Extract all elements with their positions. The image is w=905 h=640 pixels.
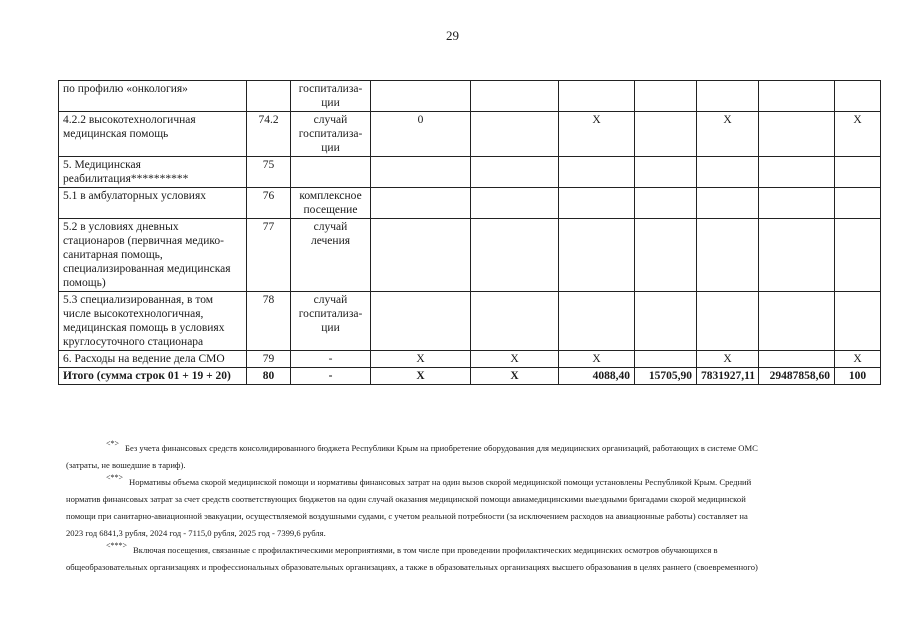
row-code-cell: 79 <box>247 351 291 368</box>
value-cell <box>697 81 759 112</box>
value-cell <box>835 292 881 351</box>
row-unit-cell: - <box>291 368 371 385</box>
note-3-line-1: Включая посещения, связанные с профилактическими мероприятиями, в том числе при проведении профилактических медицинских осмотров обучающихся в <box>133 545 718 555</box>
value-cell: 7831927,11 <box>697 368 759 385</box>
value-cell <box>635 292 697 351</box>
value-cell <box>635 188 697 219</box>
value-cell <box>835 157 881 188</box>
value-cell: X <box>471 368 559 385</box>
row-name-cell: 5.2 в условиях дневных стационаров (первичная медико-санитарная помощь, специализированная медицинская помощь) <box>59 219 247 292</box>
value-cell <box>471 292 559 351</box>
row-name-cell: 6. Расходы на ведение дела СМО <box>59 351 247 368</box>
value-cell <box>559 219 635 292</box>
value-cell <box>471 157 559 188</box>
value-cell: X <box>371 351 471 368</box>
value-cell <box>371 219 471 292</box>
table-body <box>59 81 881 385</box>
row-code-cell: 77 <box>247 219 291 292</box>
table-row <box>59 157 881 188</box>
row-name-cell: по профилю «онкология» <box>59 81 247 112</box>
value-cell: X <box>697 351 759 368</box>
value-cell: 29487858,60 <box>759 368 835 385</box>
table-row <box>59 292 881 351</box>
note-1-line-1: Без учета финансовых средств консолидированного бюджета Республики Крым на приобретение оборудования для медицинских организаций, работающих в системе ОМС <box>125 443 758 453</box>
note-2-line-4: 2023 год 6841,3 рубля, 2024 год - 7115,0 рубля, 2025 год - 7399,6 рубля. <box>66 528 326 538</box>
table-row <box>59 219 881 292</box>
value-cell <box>697 188 759 219</box>
footnotes <box>66 440 850 576</box>
value-cell <box>635 219 697 292</box>
value-cell: X <box>559 351 635 368</box>
note-1-mark: <*> <box>106 439 120 448</box>
value-cell <box>635 157 697 188</box>
row-name-cell: 5.3 специализированная, в том числе высокотехнологичная, медицинская помощь в условиях круглосуточного стационара <box>59 292 247 351</box>
table-row <box>59 351 881 368</box>
value-cell: X <box>371 368 471 385</box>
value-cell <box>759 292 835 351</box>
value-cell: X <box>835 351 881 368</box>
value-cell <box>471 219 559 292</box>
value-cell <box>759 219 835 292</box>
row-code-cell: 75 <box>247 157 291 188</box>
row-unit-cell <box>291 157 371 188</box>
note-1-line-2: (затраты, не вошедшие в тариф). <box>66 460 186 470</box>
table-row <box>59 112 881 157</box>
note-2-line-3: помощи при санитарно-авиационной эвакуации, осуществляемой воздушными судами, с учетом реальной потребности (за исключением расходов на авиационные работы) составляет на <box>66 511 748 521</box>
note-2-line-1: Нормативы объема скорой медицинской помощи и нормативы финансовых затрат на один вызов скорой медицинской помощи установлены Республикой Крым. Средний <box>129 477 752 487</box>
value-cell <box>835 188 881 219</box>
value-cell: X <box>835 112 881 157</box>
note-2-mark: <**> <box>106 473 124 482</box>
value-cell <box>559 292 635 351</box>
row-unit-cell: комплексное посещение <box>291 188 371 219</box>
note-3-mark: <***> <box>106 541 128 550</box>
row-unit-cell: - <box>291 351 371 368</box>
note-2-line-2: норматив финансовых затрат за счет средств соответствующих бюджетов на один случай оказания медицинской помощи авиамедицинскими выездными бригадами скорой медицинской <box>66 494 746 504</box>
value-cell <box>371 81 471 112</box>
value-cell: 15705,90 <box>635 368 697 385</box>
table-row <box>59 188 881 219</box>
value-cell <box>471 112 559 157</box>
table-row <box>59 81 881 112</box>
value-cell <box>759 81 835 112</box>
row-name-cell: 5. Медицинская реабилитация********** <box>59 157 247 188</box>
value-cell: X <box>697 112 759 157</box>
value-cell <box>559 157 635 188</box>
value-cell <box>697 157 759 188</box>
value-cell <box>559 81 635 112</box>
value-cell <box>759 157 835 188</box>
value-cell <box>471 81 559 112</box>
row-code-cell: 80 <box>247 368 291 385</box>
value-cell <box>371 188 471 219</box>
value-cell <box>759 351 835 368</box>
note-3-line-2: общеобразовательных организациях и профессиональных образовательных организациях, а также в образовательных организациях высшего образования в целях раннего (своевременного) <box>66 562 758 572</box>
page-number: 29 <box>446 28 459 43</box>
value-cell <box>635 351 697 368</box>
value-cell <box>835 81 881 112</box>
value-cell <box>697 292 759 351</box>
value-cell: X <box>559 112 635 157</box>
value-cell: X <box>471 351 559 368</box>
value-cell <box>759 188 835 219</box>
row-name-cell: 4.2.2 высокотехнологичная медицинская помощь <box>59 112 247 157</box>
row-unit-cell: случай лечения <box>291 219 371 292</box>
value-cell <box>759 112 835 157</box>
table-row <box>59 368 881 385</box>
row-unit-cell: случай госпитализа- ции <box>291 112 371 157</box>
value-cell: 100 <box>835 368 881 385</box>
row-code-cell <box>247 81 291 112</box>
value-cell <box>697 219 759 292</box>
row-unit-cell: случай госпитализа- ции <box>291 292 371 351</box>
value-cell <box>371 157 471 188</box>
row-code-cell: 78 <box>247 292 291 351</box>
value-cell <box>835 219 881 292</box>
row-unit-cell: госпитализа- ции <box>291 81 371 112</box>
row-name-cell: 5.1 в амбулаторных условиях <box>59 188 247 219</box>
value-cell <box>635 81 697 112</box>
value-cell <box>635 112 697 157</box>
value-cell: 0 <box>371 112 471 157</box>
row-name-cell: Итого (сумма строк 01 + 19 + 20) <box>59 368 247 385</box>
value-cell: 4088,40 <box>559 368 635 385</box>
report-table <box>58 80 881 385</box>
row-code-cell: 74.2 <box>247 112 291 157</box>
value-cell <box>559 188 635 219</box>
value-cell <box>471 188 559 219</box>
row-code-cell: 76 <box>247 188 291 219</box>
value-cell <box>371 292 471 351</box>
